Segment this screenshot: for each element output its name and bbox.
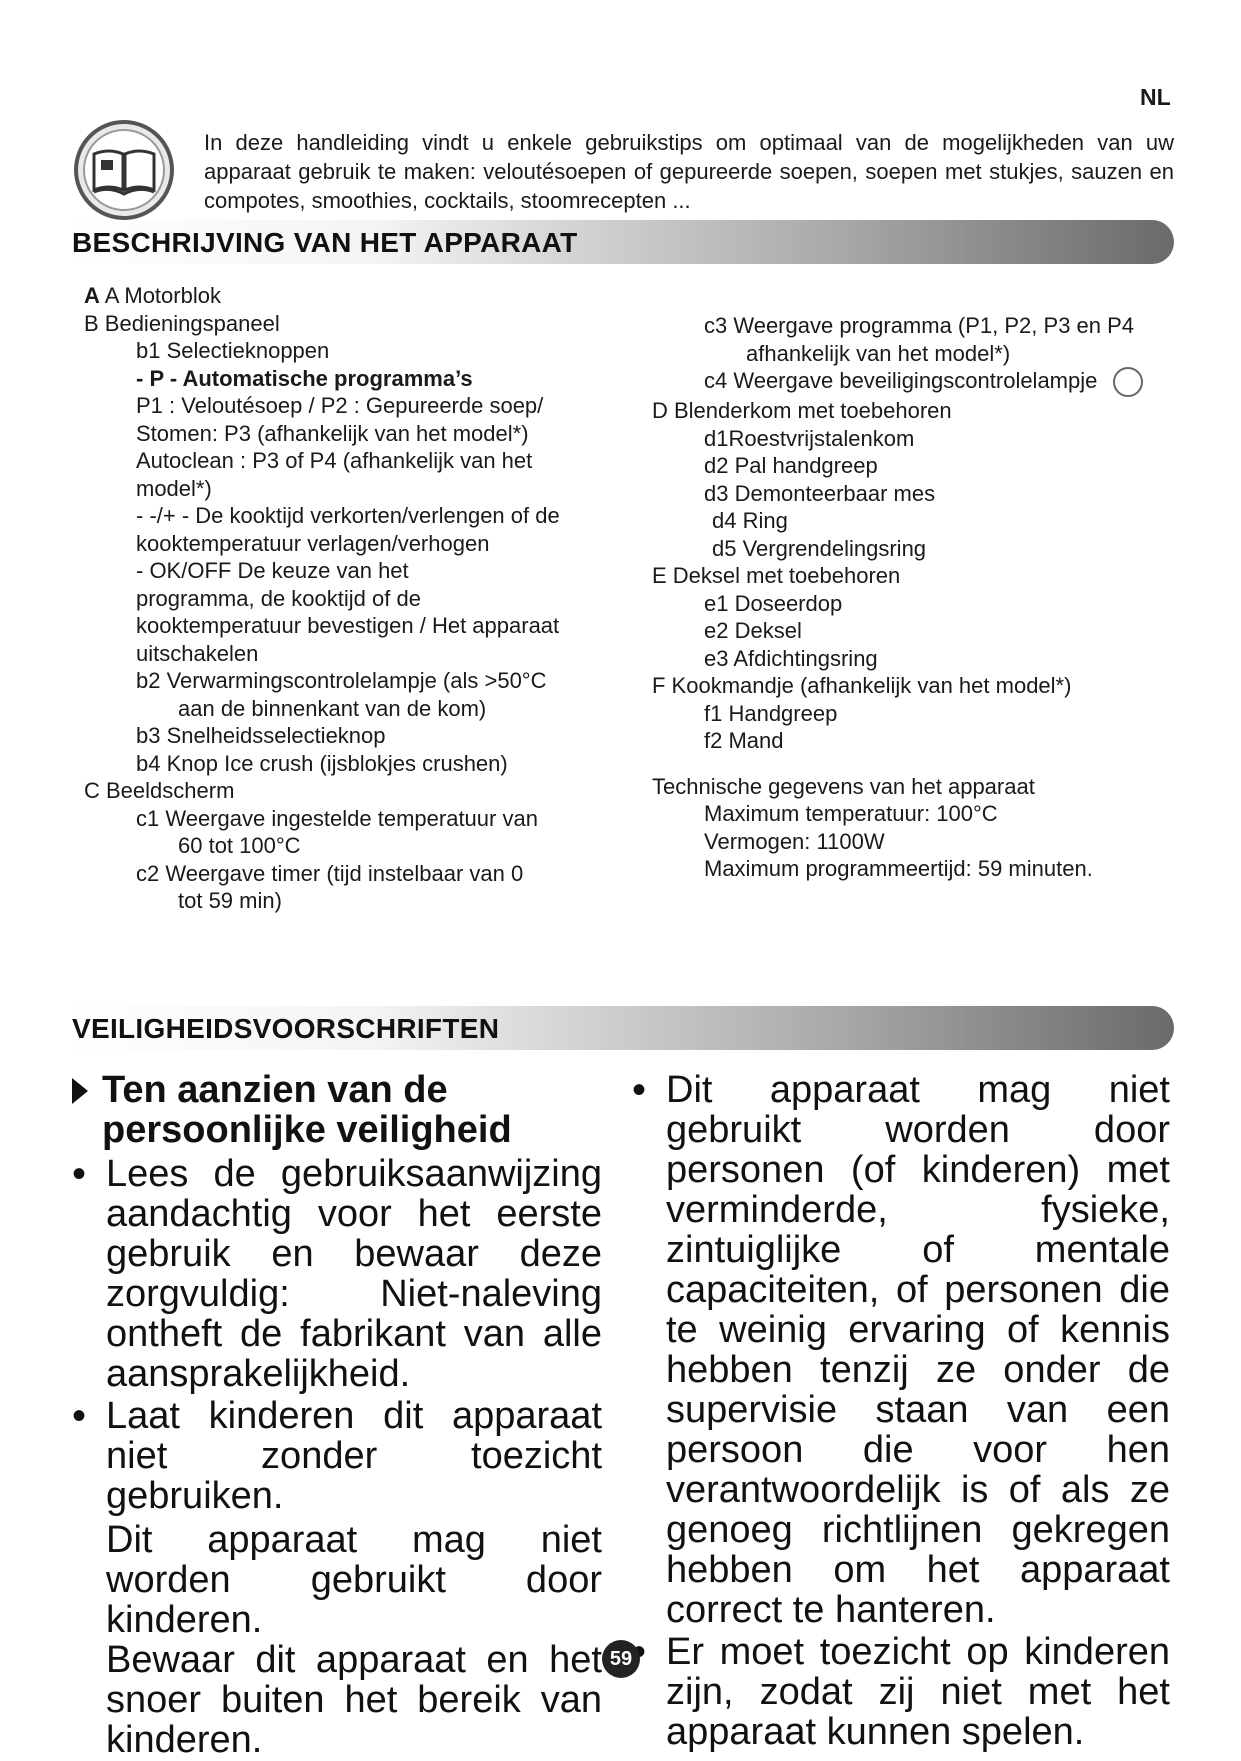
section-bar-description (62, 220, 1174, 264)
desc-line: Stomen: P3 (afhankelijk van het model*) (136, 420, 529, 446)
desc-line: e1 Doseerdop (704, 590, 843, 616)
desc-line: C Beeldscherm (84, 778, 235, 803)
section-bar-safety (62, 1006, 1174, 1050)
tech-line: Maximum programmeertijd: 59 minuten. (704, 856, 1093, 882)
tech-title: Technische gegevens van het apparaat (652, 773, 1035, 799)
desc-line: c2 Weergave timer (tijd instelbaar van 0 (136, 860, 524, 886)
description-left-column (84, 282, 604, 915)
desc-line: tot 59 min) (178, 888, 282, 913)
desc-line: programma, de kooktijd of de (136, 585, 421, 611)
desc-line: uitschakelen (136, 640, 259, 666)
desc-line: P1 : Veloutésoep / P2 : Gepureerde soep/ (136, 393, 544, 418)
desc-line: d5 Vergrendelingsring (712, 535, 927, 561)
safety-right-column (630, 1070, 1170, 1752)
desc-line: d4 Ring (712, 508, 788, 534)
desc-line: - OK/OFF De keuze van het (136, 558, 409, 583)
desc-line: b4 Knop Ice crush (ijsblokjes crushen) (136, 750, 508, 776)
page-number-badge: 59 (602, 1640, 640, 1678)
description-right-column (652, 312, 1172, 883)
desc-line: B Bedieningspaneel (84, 310, 280, 336)
desc-line: c3 Weergave programma (P1, P2, P3 en P4 (704, 313, 1135, 338)
desc-line: d2 Pal handgreep (704, 453, 878, 479)
desc-line: afhankelijk van het model*) (746, 340, 1011, 366)
desc-line: E Deksel met toebehoren (652, 563, 901, 589)
desc-line: - P - Automatische programma’s (136, 365, 473, 391)
desc-line: 60 tot 100°C (178, 833, 301, 858)
section-title-safety: VEILIGHEIDSVOORSCHRIFTEN (72, 1013, 500, 1044)
safety-bullet: • Er moet toezicht op kinderen zijn, zodat zij niet met het apparaat kunnen spelen. (630, 1632, 1170, 1752)
manual-book-icon (72, 118, 176, 222)
desc-line: c1 Weergave ingestelde temperatuur van (136, 805, 538, 831)
desc-line: d1Roestvrijstalenkom (704, 425, 915, 451)
language-code: NL (1140, 84, 1171, 110)
tech-line: Vermogen: 1100W (704, 828, 885, 854)
desc-line: e3 Afdichtingsring (704, 645, 878, 671)
safety-heading: Ten aanzien van de persoonlijke veiligheid (70, 1070, 602, 1150)
desc-line: A A Motorblok (84, 283, 221, 308)
desc-line: kooktemperatuur verlagen/verhogen (136, 530, 490, 556)
desc-line: e2 Deksel (704, 618, 802, 644)
desc-line: d3 Demonteerbaar mes (704, 480, 936, 506)
desc-line: b2 Verwarmingscontrolelampje (als >50°C (136, 668, 547, 693)
intro-paragraph: In deze handleiding vindt u enkele gebruikstips om optimaal van de mogelijkheden van uw apparaat gebruik te maken: veloutésoepen of gepureerde soepen, soepen met stukjes, sauzen en compotes, smoothies, cocktails, stoomrecepten ... (204, 130, 1174, 213)
desc-line: F Kookmandje (afhankelijk van het model*) (652, 673, 1072, 699)
desc-line: c4 Weergave beveiligingscontrolelampje (652, 367, 1172, 397)
desc-line: f2 Mand (704, 728, 784, 754)
safety-left-column (70, 1070, 602, 1760)
desc-line: aan de binnenkant van de kom) (178, 695, 487, 721)
desc-line: kooktemperatuur bevestigen / Het apparaat (136, 613, 560, 638)
desc-line: b1 Selectieknoppen (136, 338, 330, 363)
tech-line: Maximum temperatuur: 100°C (704, 801, 998, 827)
desc-line: f1 Handgreep (704, 700, 838, 726)
heading-marker-icon (70, 1076, 90, 1106)
desc-line: D Blenderkom met toebehoren (652, 398, 952, 424)
desc-line: b3 Snelheidsselectieknop (136, 723, 386, 748)
safety-bullet: • Lees de gebruiksaanwijzing aandachtig voor het eerste gebruik en bewaar deze zorgvuldig: Niet-naleving ontheft de fabrikant van alle aansprakelijkheid. (70, 1154, 602, 1394)
safety-paragraph: Dit apparaat mag niet worden gebruikt door kinderen. (106, 1519, 602, 1641)
desc-line: model*) (136, 475, 212, 501)
safety-lock-icon (1113, 367, 1143, 397)
safety-bullet: • Laat kinderen dit apparaat niet zonder toezicht gebruiken. (70, 1396, 602, 1516)
safety-paragraph: Bewaar dit apparaat en het snoer buiten het bereik van kinderen. (106, 1639, 602, 1761)
desc-line: Autoclean : P3 of P4 (afhankelijk van het (136, 448, 533, 473)
safety-bullet: • Dit apparaat mag niet gebruikt worden door personen (of kinderen) met verminderde, fysieke, zintuiglijke of mentale capaciteiten, of personen die te weinig ervaring of kennis hebben tenzij ze onder de supervisie staan van een persoon die voor hen verantwoordelijk is of als ze genoeg richtlijnen gekregen hebben om het apparaat correct te hanteren. (630, 1070, 1170, 1630)
desc-line: - -/+ - De kooktijd verkorten/verlengen of de (136, 503, 560, 528)
section-title-description: BESCHRIJVING VAN HET APPARAAT (72, 227, 578, 258)
